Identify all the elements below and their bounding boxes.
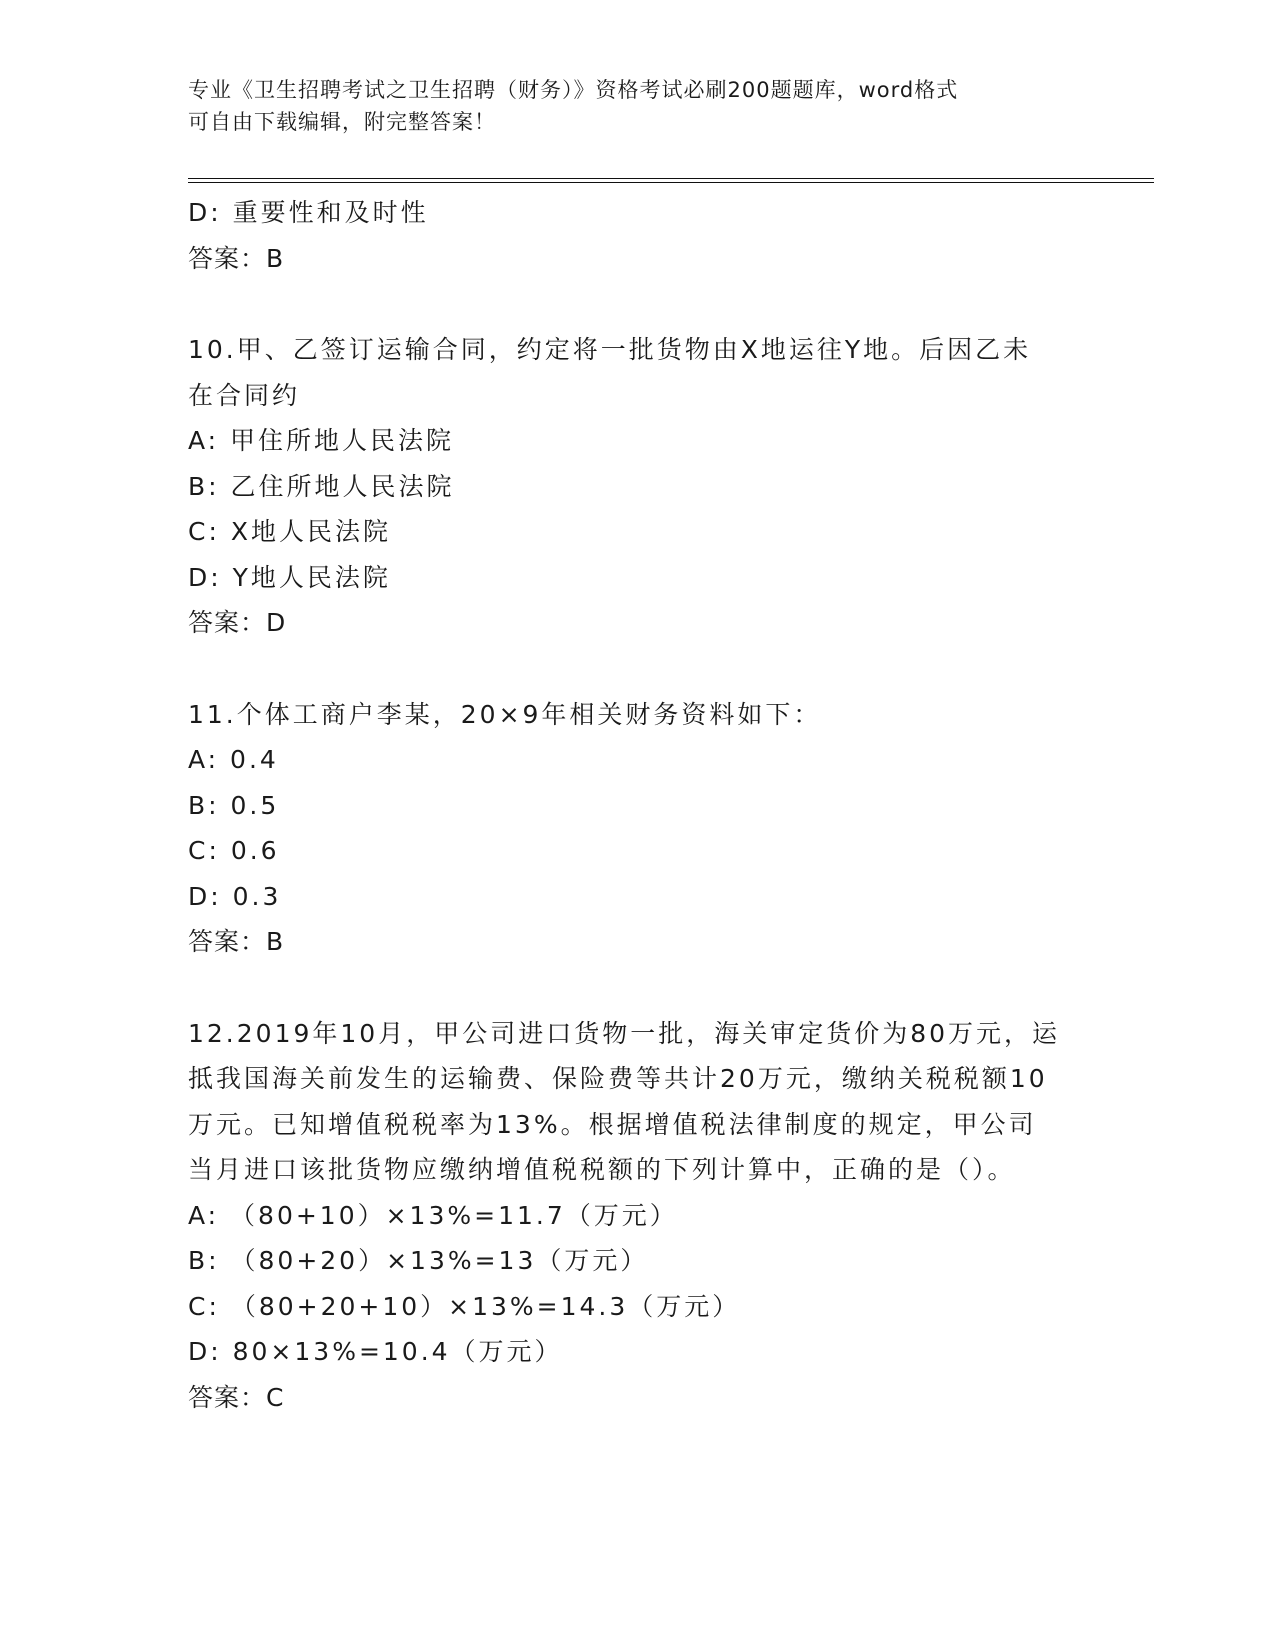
q12-option-c: C: （80+20+10）×13%=14.3（万元） bbox=[188, 1291, 741, 1321]
q10-option-b: B: 乙住所地人民法院 bbox=[188, 471, 455, 501]
q10-option-d: D: Y地人民法院 bbox=[188, 562, 391, 592]
q10-stem-line-2: 在合同约 bbox=[188, 380, 301, 410]
q10-stem-line-1: 10.甲、乙签订运输合同，约定将一批货物由X地运往Y地。后因乙未 bbox=[188, 335, 1032, 364]
spacer bbox=[188, 646, 1088, 692]
question-content bbox=[188, 190, 1088, 1420]
q11-option-b: B: 0.5 bbox=[188, 790, 280, 820]
q10-answer: 答案：D bbox=[188, 608, 287, 637]
question-12 bbox=[188, 1011, 1088, 1421]
q12-stem-line-2: 抵我国海关前发生的运输费、保险费等共计20万元，缴纳关税税额10 bbox=[188, 1064, 1048, 1093]
q11-stem-line-1: 11.个体工商户李某，20×9年相关财务资料如下： bbox=[188, 699, 822, 729]
q11-option-a: A: 0.4 bbox=[188, 745, 279, 774]
q9-option-d: D: 重要性和及时性 bbox=[188, 198, 429, 227]
question-9-tail bbox=[188, 190, 1088, 281]
header-divider bbox=[188, 178, 1154, 183]
q11-option-d: D: 0.3 bbox=[188, 881, 282, 911]
q12-option-b: B: （80+20）×13%=13（万元） bbox=[188, 1246, 649, 1275]
q12-stem-line-3: 万元。已知增值税税率为13%。根据增值税法律制度的规定，甲公司 bbox=[188, 1109, 1037, 1139]
q12-option-d: D: 80×13%=10.4（万元） bbox=[188, 1337, 563, 1366]
q11-answer: 答案：B bbox=[188, 927, 285, 956]
document-header bbox=[188, 74, 1088, 138]
q12-option-a: A: （80+10）×13%=11.7（万元） bbox=[188, 1200, 678, 1230]
q10-option-a: A: 甲住所地人民法院 bbox=[188, 426, 455, 455]
q10-option-c: C: X地人民法院 bbox=[188, 517, 391, 546]
q12-stem-line-4: 当月进口该批货物应缴纳增值税税额的下列计算中，正确的是（）。 bbox=[188, 1155, 1016, 1184]
header-title-line-2: 可自由下载编辑，附完整答案！ bbox=[188, 110, 496, 134]
spacer bbox=[188, 965, 1088, 1011]
spacer bbox=[188, 281, 1088, 327]
q12-stem-line-1: 12.2019年10月，甲公司进口货物一批，海关审定货价为80万元，运 bbox=[188, 1018, 1061, 1048]
q9-answer: 答案：B bbox=[188, 243, 285, 273]
q11-option-c: C: 0.6 bbox=[188, 836, 280, 865]
header-title-line-1: 专业《卫生招聘考试之卫生招聘（财务）》资格考试必刷200题题库，word格式 bbox=[188, 78, 959, 102]
q12-answer: 答案：C bbox=[188, 1382, 285, 1412]
question-11 bbox=[188, 692, 1088, 965]
question-10 bbox=[188, 327, 1088, 646]
